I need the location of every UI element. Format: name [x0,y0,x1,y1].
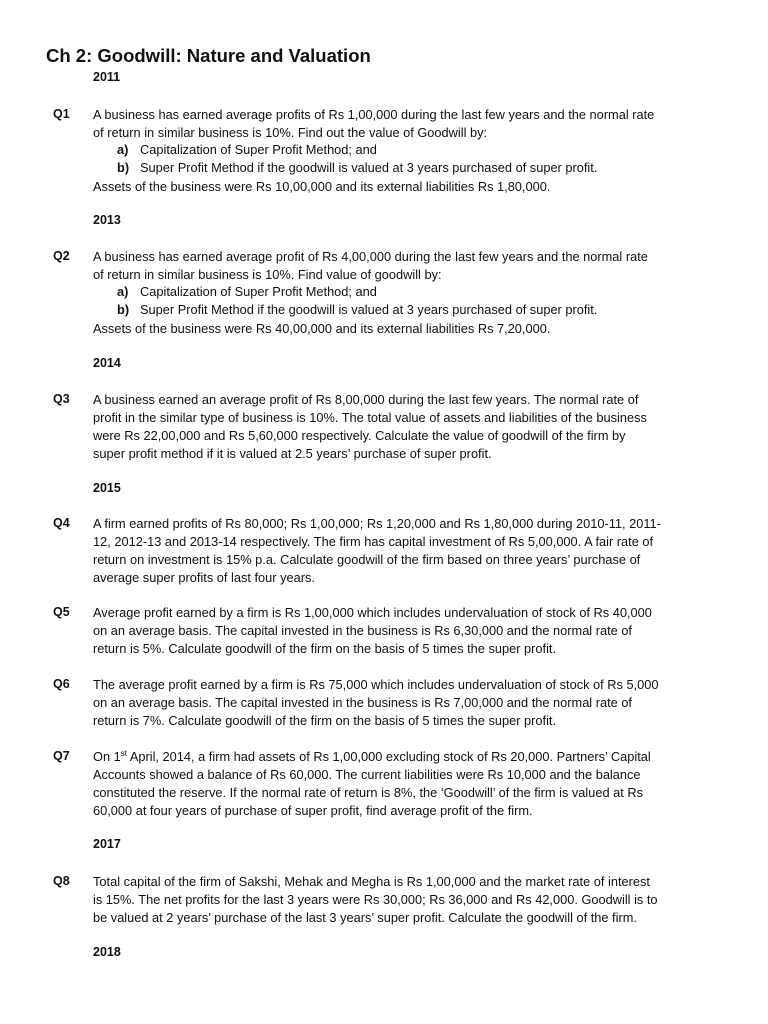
question-label-q5: Q5 [53,605,70,619]
question-q6-line-2: on an average basis. The capital invested in the business is Rs 7,00,000 and the normal rate of [93,695,632,710]
option-label: a) [117,142,129,157]
question-q1-option-a [117,142,377,157]
option-label: b) [117,160,130,175]
year-heading-2011: 2011 [93,70,121,84]
question-q4-line-3: return on investment is 15% p.a. Calculate goodwill of the firm based on three years’ purchase of [93,552,641,567]
question-q6-line-1: The average profit earned by a firm is Rs 75,000 which includes undervaluation of stock of Rs 5,000 [93,677,659,692]
question-q7-line-2: Accounts showed a balance of Rs 60,000. The current liabilities were Rs 10,000 and the balance [93,767,641,782]
question-q1-option-b [117,160,597,175]
year-heading-2014: 2014 [93,356,121,370]
question-q1-line-1: A business has earned average profits of Rs 1,00,000 during the last few years and the normal rate [93,107,655,122]
question-q7-line-4: 60,000 at four years of purchase of super profit, find average profit of the firm. [93,803,533,818]
question-q6-line-3: return is 7%. Calculate goodwill of the firm on the basis of 5 times the super profit. [93,713,557,728]
question-q3-line-2: profit in the similar type of business is 10%. The total value of assets and liabilities of the business [93,410,647,425]
question-q2-line-2: of return in similar business is 10%. Find value of goodwill by: [93,267,442,282]
question-label-q1: Q1 [53,107,70,121]
q7-line1-rest: April, 2014, a firm had assets of Rs 1,00,000 excluding stock of Rs 20,000. Partners’ Capital [126,749,651,764]
chapter-title: Ch 2: Goodwill: Nature and Valuation [46,45,371,66]
q7-superscript: st [120,749,127,758]
question-q2-option-a [117,284,377,299]
option-label: b) [117,302,130,317]
question-q2-line-1: A business has earned average profit of Rs 4,00,000 during the last few years and the normal rate [93,249,648,264]
question-q3-line-1: A business earned an average profit of Rs 8,00,000 during the last few years. The normal rate of [93,392,639,407]
question-label-q6: Q6 [53,677,70,691]
q7-line1-start: On 1 [93,749,121,764]
question-label-q8: Q8 [53,874,70,888]
year-heading-2018: 2018 [93,945,121,959]
question-q8-line-2: is 15%. The net profits for the last 3 years were Rs 30,000; Rs 36,000 and Rs 42,000. Goodwill is to [93,892,658,907]
question-q8-line-1: Total capital of the firm of Sakshi, Mehak and Megha is Rs 1,00,000 and the market rate of interest [93,874,650,889]
year-heading-2017: 2017 [93,837,121,851]
question-label-q7: Q7 [53,749,70,763]
question-q7-line-3: constituted the reserve. If the normal rate of return is 8%, the ‘Goodwill’ of the firm is valued at Rs [93,785,644,800]
question-q7-line-1 [93,748,651,766]
question-q3-line-3: were Rs 22,00,000 and Rs 5,60,000 respectively. Calculate the value of goodwill of the firm by [93,428,626,443]
question-label-q3: Q3 [53,392,70,406]
question-q1-line-3: Assets of the business were Rs 10,00,000 and its external liabilities Rs 1,80,000. [93,179,551,194]
question-q2-option-b [117,302,597,317]
year-heading-2015: 2015 [93,481,121,495]
question-q5-line-2: on an average basis. The capital invested in the business is Rs 6,30,000 and the normal rate of [93,623,632,638]
question-q2-line-3: Assets of the business were Rs 40,00,000 and its external liabilities Rs 7,20,000. [93,321,551,336]
year-heading-2013: 2013 [93,213,121,227]
option-text: Capitalization of Super Profit Method; and [140,284,377,299]
question-q8-line-3: be valued at 2 years’ purchase of the last 3 years’ super profit. Calculate the goodwill of the firm. [93,910,637,925]
option-label: a) [117,284,129,299]
question-q3-line-4: super profit method if it is valued at 2.5 years’ purchase of super profit. [93,446,492,461]
question-q5-line-1: Average profit earned by a firm is Rs 1,00,000 which includes undervaluation of stock of Rs 40,000 [93,605,652,620]
option-text: Super Profit Method if the goodwill is valued at 3 years purchased of super profit. [140,302,598,317]
option-text: Super Profit Method if the goodwill is valued at 3 years purchased of super profit. [140,160,598,175]
question-label-q2: Q2 [53,249,70,263]
question-label-q4: Q4 [53,516,70,530]
question-q4-line-1: A firm earned profits of Rs 80,000; Rs 1,00,000; Rs 1,20,000 and Rs 1,80,000 during 2010-11, 2011- [93,516,661,531]
question-q1-line-2: of return in similar business is 10%. Find out the value of Goodwill by: [93,125,488,140]
question-q4-line-2: 12, 2012-13 and 2013-14 respectively. The firm has capital investment of Rs 5,00,000. A fair rate of [93,534,654,549]
question-q5-line-3: return is 5%. Calculate goodwill of the firm on the basis of 5 times the super profit. [93,641,557,656]
option-text: Capitalization of Super Profit Method; and [140,142,377,157]
question-q4-line-4: average super profits of last four years. [93,570,315,585]
